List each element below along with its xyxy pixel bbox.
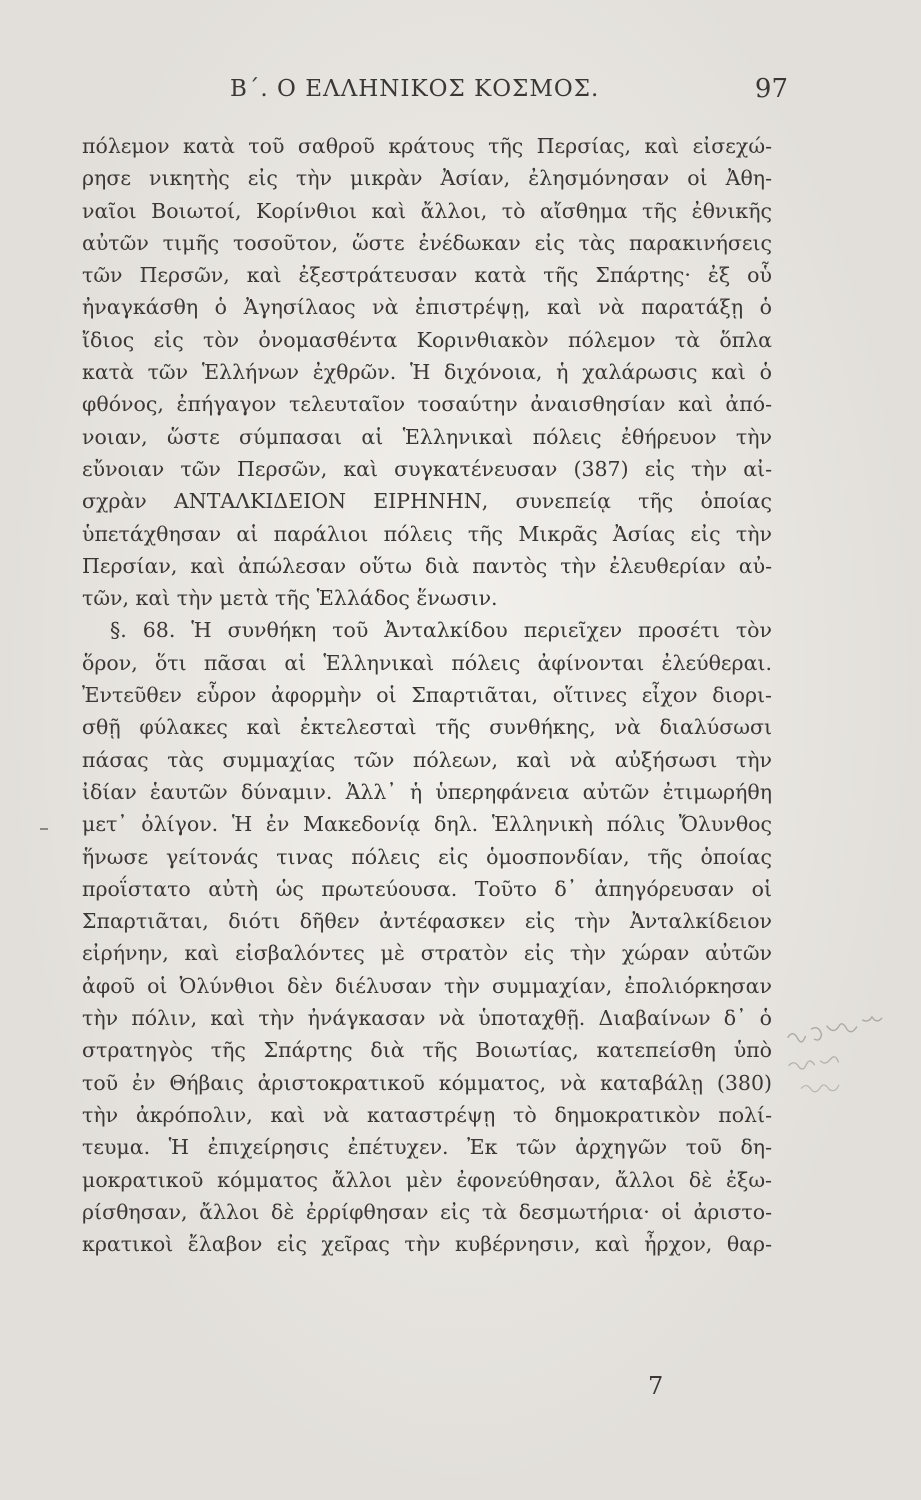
body-text <box>82 130 772 1260</box>
running-title: Β΄. Ο ΕΛΛΗΝΙΚΟΣ ΚΟΣΜΟΣ. <box>230 76 600 102</box>
running-head <box>80 74 788 116</box>
text-line: ἥνωσε γείτονάς τινας πόλεις εἰς ὁμοσπονδίαν, τῆς ὁποίας <box>82 844 772 869</box>
text-line: τευμα. Ἡ ἐπιχείρησις ἐπέτυχεν. Ἐκ τῶν ἀρχηγῶν τοῦ δη- <box>82 1135 772 1160</box>
text-line: τὴν πόλιν, καὶ τὴν ἠνάγκασαν νὰ ὑποταχθῇ. Διαβαίνων δ᾽ ὁ <box>82 1006 772 1031</box>
text-line: τοῦ ἐν Θήβαις ἀριστοκρατικοῦ κόμματος, νὰ καταβάλῃ (380) <box>82 1070 772 1095</box>
text-line: προΐστατο αὐτὴ ὡς πρωτεύουσα. Τοῦτο δ᾽ ἀπηγόρευσαν οἱ <box>82 876 772 901</box>
text-line: κατὰ τῶν Ἑλλήνων ἐχθρῶν. Ἡ διχόνοια, ἡ χαλάρωσις καὶ ὁ <box>82 360 772 385</box>
text-line: φθόνος, ἐπήγαγον τελευταῖον τοσαύτην ἀναισθησίαν καὶ ἀπό- <box>82 392 772 417</box>
margin-mark <box>40 828 48 830</box>
text-line: εὔνοιαν τῶν Περσῶν, καὶ συγκατένευσαν (387) εἰς τὴν αἰ- <box>82 456 772 481</box>
text-line: νοιαν, ὥστε σύμπασαι αἱ Ἑλληνικαὶ πόλεις ἐθήρευον τὴν <box>82 424 772 449</box>
text-line: πόλεμον κατὰ τοῦ σαθροῦ κράτους τῆς Περσίας, καὶ εἰσεχώ- <box>82 134 772 158</box>
text-line: κρατικοὶ ἔλαβον εἰς χεῖρας τὴν κυβέρνησιν, καὶ ἦρχον, θαρ- <box>82 1232 772 1257</box>
text-line: ρίσθησαν, ἄλλοι δὲ ἐρρίφθησαν εἰς τὰ δεσμωτήρια· οἱ ἀριστο- <box>82 1199 772 1224</box>
text-line: Σπαρτιᾶται, διότι δῆθεν ἀντέφασκεν εἰς τὴν Ἀνταλκίδειον <box>82 909 772 934</box>
text-line: τῶν, καὶ τὴν μετὰ τῆς Ἑλλάδος ἕνωσιν. <box>82 586 498 611</box>
signature-mark: 7 <box>648 1372 664 1400</box>
text-line: Ἐντεῦθεν εὗρον ἀφορμὴν οἱ Σπαρτιᾶται, οἵτινες εἶχον διορι- <box>82 683 772 708</box>
text-line: σχρὰν ΑΝΤΑΛΚΙΔΕΙΟΝ ΕΙΡΗΝΗΝ, συνεπείᾳ τῆς ὁποίας <box>82 489 772 514</box>
text-line: σθῇ φύλακες καὶ ἐκτελεσταὶ τῆς συνθήκης, νὰ διαλύσωσι <box>82 715 772 740</box>
text-line: μετ᾽ ὀλίγον. Ἡ ἐν Μακεδονίᾳ δηλ. Ἑλληνικὴ πόλις Ὄλυνθος <box>82 812 772 837</box>
page-number: 97 <box>754 74 788 104</box>
text-line: ναῖοι Βοιωτοί, Κορίνθιοι καὶ ἄλλοι, τὸ αἴσθημα τῆς ἐθνικῆς <box>82 198 772 223</box>
text-line: ἴδιος εἰς τὸν ὀνομασθέντα Κορινθιακὸν πόλεμον τὰ ὅπλα <box>82 327 772 352</box>
text-line: πάσας τὰς συμμαχίας τῶν πόλεων, καὶ νὰ αὐξήσωσι τὴν <box>82 747 772 772</box>
text-line: μοκρατικοῦ κόμματος ἄλλοι μὲν ἐφονεύθησαν, ἄλλοι δὲ ἐξω- <box>82 1167 772 1192</box>
text-line: ἰδίαν ἑαυτῶν δύναμιν. Ἀλλ᾽ ἡ ὑπερηφάνεια αὐτῶν ἐτιμωρήθη <box>82 779 772 804</box>
text-line: ὑπετάχθησαν αἱ παράλιοι πόλεις τῆς Μικρᾶς Ἀσίας εἰς τὴν <box>82 521 772 546</box>
text-line: Περσίαν, καὶ ἀπώλεσαν οὕτω διὰ παντὸς τὴν ἐλευθερίαν αὐ- <box>82 553 772 578</box>
text-line: στρατηγὸς τῆς Σπάρτης διὰ τῆς Βοιωτίας, κατεπείσθη ὑπὸ <box>82 1038 772 1063</box>
text-line: ὅρον, ὅτι πᾶσαι αἱ Ἑλληνικαὶ πόλεις ἀφίνονται ἐλεύθεραι. <box>82 650 772 675</box>
text-line: τῶν Περσῶν, καὶ ἐξεστράτευσαν κατὰ τῆς Σπάρτης· ἐξ οὗ <box>82 263 772 288</box>
text-line: εἰρήνην, καὶ εἰσβαλόντες μὲ στρατὸν εἰς τὴν χώραν αὐτῶν <box>82 941 772 966</box>
section-start-line: §. 68. Ἡ συνθήκη τοῦ Ἀνταλκίδου περιεῖχεν προσέτι τὸν <box>110 618 772 643</box>
text-line: αὐτῶν τιμῆς τοσοῦτον, ὥστε ἐνέδωκαν εἰς τὰς παρακινήσεις <box>82 230 772 255</box>
handwritten-margin-note <box>780 1006 909 1108</box>
text-line: ρησε νικητὴς εἰς τὴν μικρὰν Ἀσίαν, ἐλησμόνησαν οἱ Ἀθη- <box>82 166 772 191</box>
text-line: τὴν ἀκρόπολιν, καὶ νὰ καταστρέψῃ τὸ δημοκρατικὸν πολί- <box>82 1102 772 1127</box>
text-line: ἠναγκάσθη ὁ Ἀγησίλαος νὰ ἐπιστρέψῃ, καὶ νὰ παρατάξῃ ὁ <box>82 295 772 320</box>
text-line: ἀφοῦ οἱ Ὀλύνθιοι δὲν διέλυσαν τὴν συμμαχίαν, ἐπολιόρκησαν <box>82 973 772 998</box>
